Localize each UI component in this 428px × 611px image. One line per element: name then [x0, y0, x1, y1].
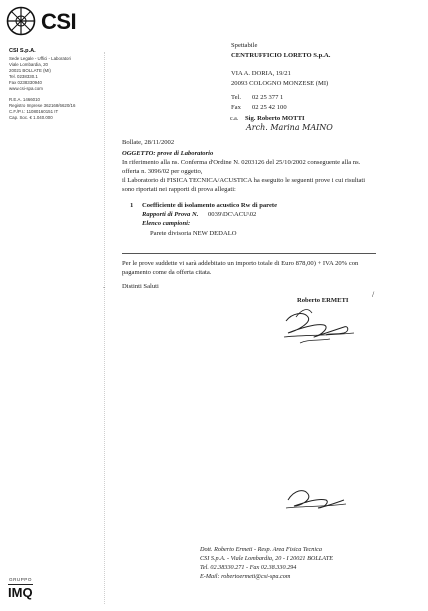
sidebar-company-name: CSI S.p.A.: [9, 48, 36, 54]
csi-logo-text: CSI: [41, 9, 77, 34]
sidebar-website: www.csi-spa.com: [9, 86, 43, 91]
margin-mark: /: [372, 290, 375, 299]
signature-scribble: [278, 303, 362, 351]
imq-logo: IMQ: [8, 585, 33, 600]
letter-subject: OGGETTO: prove di Laboratorio: [122, 150, 214, 157]
sidebar-address-line: Viale Lombardia, 20: [9, 62, 48, 67]
item-number: 1: [130, 202, 134, 209]
recipient-tel-value: 02 25 377 1: [252, 94, 284, 101]
sidebar-address-line: Fax 0238330940: [9, 80, 42, 85]
report-value: 0039\DC\ACU\02: [208, 211, 257, 218]
sidebar-address-line: Sede Legale - Uffici - Laboratori: [9, 56, 71, 61]
letter-date: Bollate, 28/11/2002: [122, 139, 175, 146]
csi-logo-mark-icon: [6, 6, 36, 36]
sidebar-registry-line: C.F./P.I.: 11080160151 IT: [9, 109, 59, 114]
sidebar-address-line: Tel. 0238330.1: [9, 74, 38, 79]
intro-line: sono riportati nei rapporti di prova allegati:: [122, 186, 236, 193]
margin-divider: [104, 52, 105, 604]
recipient-tel-label: Tel.: [231, 94, 241, 101]
cost-line: Per le prove suddette vi sarà addebitato un importo totale di Euro 878,00) + IVA 20% con: [122, 260, 359, 267]
cost-line: pagamento come da offerta citata.: [122, 269, 212, 276]
footer-line: Tel. 02.38330.271 - Fax 02.38.330.294: [200, 564, 297, 571]
intro-line: offerta n. 3096/02 per oggetto,: [122, 168, 203, 175]
recipient-salutation: Spettabile: [231, 42, 258, 49]
handwritten-note: Arch. Marina MAINO: [246, 123, 333, 132]
recipient-fax-value: 02 25 42 100: [252, 104, 287, 111]
item-title: Coefficiente di isolamento acustico Rw di parete: [142, 202, 278, 209]
intro-line: il Laboratorio di FISICA TECNICA/ACUSTICA ha eseguito le seguenti prove i cui risultati: [122, 177, 366, 184]
footer-line: CSI S.p.A. - Viale Lombardia, 20 - I 20021 BOLLATE: [200, 555, 333, 562]
gruppo-label: GRUPPO: [9, 577, 32, 582]
sidebar-registry-line: R.E.A. 1466010: [9, 97, 41, 102]
sidebar-registry-line: Registro Imprese 362168/6620/16: [9, 103, 76, 108]
intro-line: In riferimento alla ns. Conferma d'Ordine N. 0203126 del 25/10/2002 conseguente alla ns.: [122, 159, 361, 166]
sidebar-registry-line: Cap. Soc. € 1.040.000: [9, 115, 53, 120]
samples-label: Elenco campioni:: [142, 220, 191, 227]
report-label: Rapporti di Prova N.: [142, 211, 199, 218]
sample-name: Parete divisoria NEW DEDALO: [150, 230, 237, 237]
signer-name: Roberto ERMETI: [297, 297, 349, 304]
recipient-ca-label: c.a.: [230, 116, 239, 122]
section-rule: [122, 253, 376, 254]
footer-line: Dott. Roberto Ermeti - Resp. Area Fisica Tecnica: [200, 546, 322, 553]
recipient-city: 20093 COLOGNO MONZESE (MI): [231, 80, 329, 87]
sidebar-address-line: 20021 BOLLATE (MI): [9, 68, 51, 73]
margin-fold-mark: -: [103, 283, 106, 291]
signature-small-scribble: [282, 484, 352, 514]
recipient-name: CENTRUFFICIO LORETO S.p.A.: [231, 52, 331, 59]
recipient-fax-label: Fax: [231, 104, 241, 111]
closing-greeting: Distinti Saluti: [122, 283, 159, 290]
recipient-ca-name: Sig. Roberto MOTTI: [245, 115, 305, 122]
recipient-street: VIA A. DORIA, 19/21: [231, 70, 291, 77]
footer-email: E-Mail: robertoermeti@csi-spa.com: [200, 573, 291, 580]
